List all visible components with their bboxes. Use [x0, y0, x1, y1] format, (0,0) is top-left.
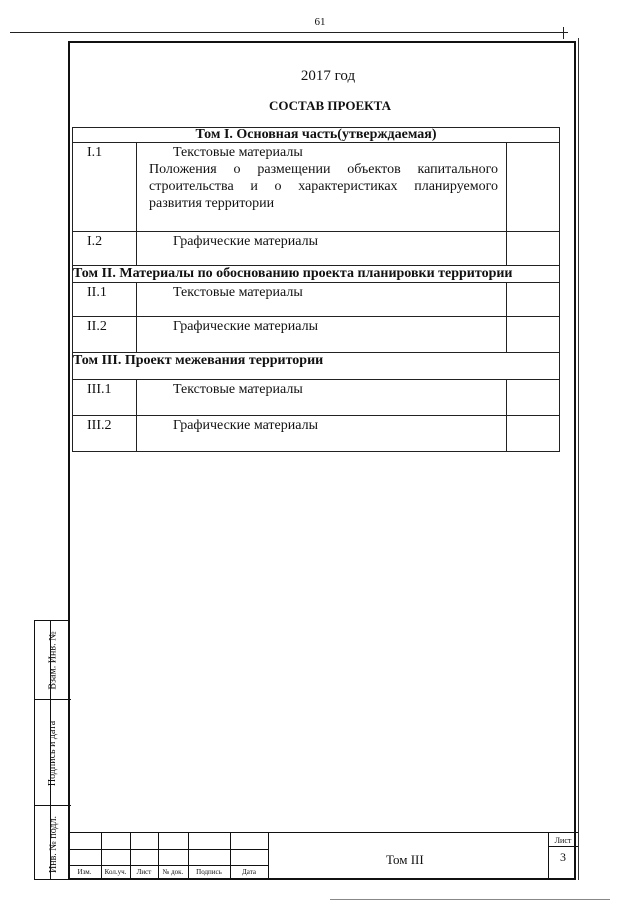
- section-name: Текстовые материалы: [173, 285, 303, 300]
- signature-date-label: Подпись и дата: [47, 720, 59, 786]
- sheet-cell: [507, 143, 560, 232]
- document-year: 2017 год: [300, 68, 356, 84]
- section-description: [137, 283, 507, 317]
- sheet-number: 3: [560, 850, 566, 864]
- volume-3-heading: Том III. Проект межевания территории: [73, 353, 560, 380]
- column-label: Лист: [136, 868, 152, 876]
- sheet-cell: [507, 232, 560, 266]
- section-code: II.2: [73, 317, 137, 353]
- volume-heading-row: [73, 353, 560, 380]
- binding-strip: [34, 620, 70, 880]
- sheet-label: Лист: [554, 836, 572, 845]
- top-rule-stub: [563, 27, 564, 39]
- scan-edge-line: [330, 899, 610, 900]
- table-row: [73, 143, 560, 232]
- section-description: [137, 232, 507, 266]
- section-name: Текстовые материалы: [173, 382, 303, 397]
- volume-1-heading: Том I. Основная часть(утверждаемая): [73, 128, 560, 143]
- sheet-cell: [507, 416, 560, 452]
- section-description: [137, 317, 507, 353]
- section-description: [137, 143, 507, 232]
- volume-heading-row: [73, 128, 560, 143]
- section-code: I.1: [73, 143, 137, 232]
- title-block: [68, 832, 578, 880]
- replacement-inventory-label: Взам. Инв. №: [47, 630, 59, 690]
- section-name: Графические материалы: [173, 418, 318, 433]
- document-title: СОСТАВ ПРОЕКТА: [269, 98, 391, 113]
- section-code: II.1: [73, 283, 137, 317]
- column-label: Дата: [242, 868, 256, 876]
- section-name: Графические материалы: [173, 319, 318, 334]
- table-row: [73, 283, 560, 317]
- section-description: [137, 380, 507, 416]
- section-code: III.2: [73, 416, 137, 452]
- sheet-cell: [507, 380, 560, 416]
- column-label: Кол.уч.: [104, 868, 127, 876]
- sheet-cell: [507, 283, 560, 317]
- column-label: Подпись: [196, 868, 222, 876]
- section-code: III.1: [73, 380, 137, 416]
- binding-strip-divider: [50, 620, 51, 880]
- column-label: № док.: [162, 868, 184, 876]
- column-label: Изм.: [77, 868, 92, 876]
- sheet-cell: [507, 317, 560, 353]
- section-text: Положения о размещении объектов капитального строительства и о характеристиках планируемого развития территории: [149, 162, 498, 211]
- document-designation: Том III: [386, 852, 424, 867]
- table-row: [73, 416, 560, 452]
- original-inventory-label: Инв. № подл.: [47, 815, 59, 873]
- top-rule: [10, 32, 568, 33]
- frame-right-edge: [578, 38, 579, 880]
- section-name: Текстовые материалы: [173, 145, 303, 160]
- page-number: 61: [314, 16, 326, 28]
- table-row: [73, 380, 560, 416]
- volume-heading-row: [73, 266, 560, 283]
- section-name: Графические материалы: [173, 234, 318, 249]
- table-row: [73, 232, 560, 266]
- table-row: [73, 317, 560, 353]
- section-description: [137, 416, 507, 452]
- section-code: I.2: [73, 232, 137, 266]
- volume-2-heading: Том II. Материалы по обоснованию проекта планировки территории: [73, 266, 560, 283]
- project-composition-table: [72, 127, 560, 452]
